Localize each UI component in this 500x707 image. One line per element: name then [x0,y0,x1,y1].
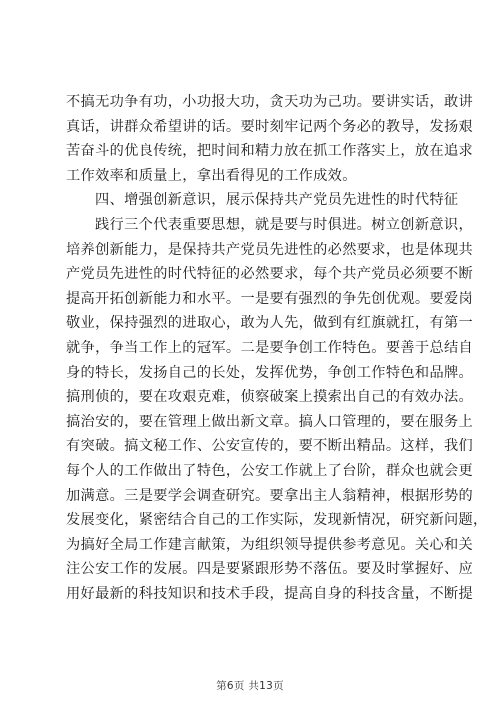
body-line: 敬业，保持强烈的进取心，敢为人先，做到有红旗就扛，有第一 [66,315,474,332]
body-line: 每个人的工作做出了特色，公安工作就上了台阶，群众也就会更 [66,462,474,479]
body-line: 产党员先进性的时代特征的必然要求，每个共产党员必须要不断 [66,266,474,283]
page-number-footer: 第6页 共13页 [216,680,284,692]
body-line: 有突破。搞文秘工作、公安宣传的，要不断出精品。这样，我们 [66,438,474,455]
body-line: 为搞好全局工作建言献策，为组织领导提供参考意见。关心和关 [66,536,474,553]
body-line: 注公安工作的发展。四是要紧跟形势不落伍。要及时掌握好、应 [66,561,474,578]
body-line: 搞刑侦的，要在攻艰克难，侦察破案上摸索出自己的有效办法。 [66,389,474,406]
body-line: 不搞无功争有功，小功报大功，贪天功为己功。要讲实话，敢讲 [66,94,474,110]
body-line: 培养创新能力，是保持共产党员先进性的必然要求，也是体现共 [66,241,474,258]
body-line: 就争，争当工作上的冠军。二是要争创工作特色。要善于总结自 [66,339,474,356]
body-line: 搞治安的，要在管理上做出新文章。搞人口管理的，要在服务上 [66,413,474,430]
document-body [66,90,488,606]
body-line: 真话，讲群众希望讲的话。要时刻牢记两个务必的教导，发扬艰 [66,118,474,135]
section-heading: 四、增强创新意识，展示保持共产党员先进性的时代特征 [95,192,459,209]
body-line: 践行三个代表重要思想，就是要与时俱进。树立创新意识， [95,216,473,233]
body-line: 身的特长，发扬自己的长处，发挥优势，争创工作特色和品牌。 [66,364,474,381]
body-line: 提高开拓创新能力和水平。一是要有强烈的争先创优观。要爱岗 [66,290,474,307]
body-line: 工作效率和质量上，拿出看得见的工作成效。 [66,167,357,184]
body-line: 苦奋斗的优良传统，把时间和精力放在抓工作落实上，放在追求 [66,143,474,160]
body-line: 发展变化，紧密结合自己的工作实际，发现新情况，研究新问题， [66,512,488,529]
body-line: 加满意。三是要学会调查研究。要拿出主人翁精神，根据形势的 [66,487,474,504]
body-line: 用好最新的科技知识和技术手段，提高自身的科技含量，不断提 [66,585,474,602]
